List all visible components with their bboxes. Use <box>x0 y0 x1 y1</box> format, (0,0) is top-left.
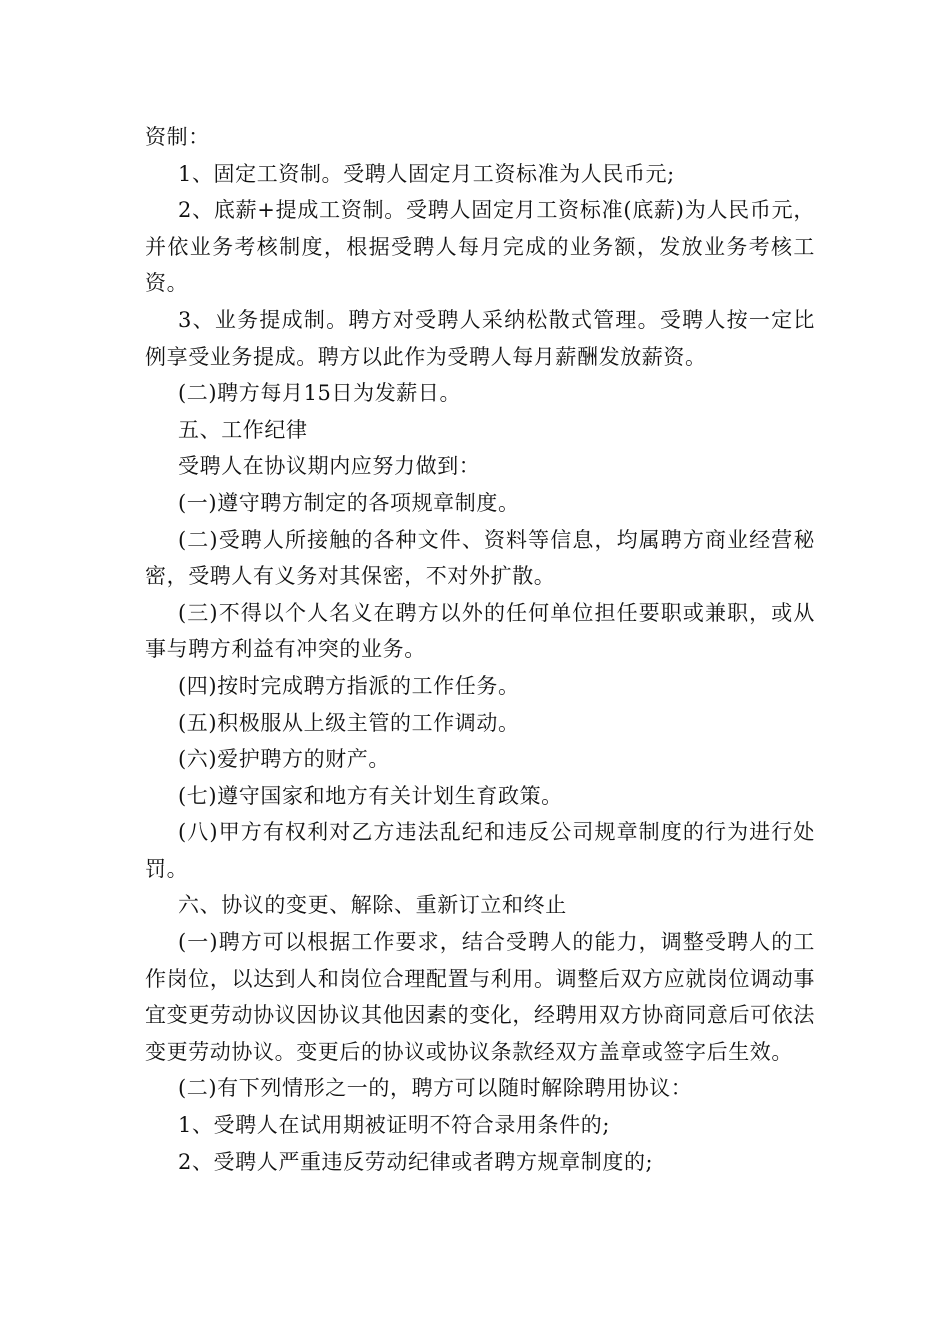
paragraph: 2、受聘人严重违反劳动纪律或者聘方规章制度的; <box>178 1149 654 1174</box>
document-body <box>145 119 815 1180</box>
paragraph: (一)聘方可以根据工作要求，结合受聘人的能力，调整受聘人的工作岗位，以达到人和岗位合理配置与利用。调整后双方应就岗位调动事宜变更劳动协议因协议其他因素的变化，经聘用双方协商同意后可依法变更劳动协议。变更后的协议或协议条款经双方盖章或签字后生效。 <box>145 930 815 1064</box>
paragraph: 1、受聘人在试用期被证明不符合录用条件的; <box>178 1113 611 1138</box>
paragraph: (一)遵守聘方制定的各项规章制度。 <box>178 490 520 515</box>
paragraph: (三)不得以个人名义在聘方以外的任何单位担任要职或兼职，或从事与聘方利益有冲突的业务。 <box>145 600 815 662</box>
paragraph: (二)聘方每月15日为发薪日。 <box>178 381 462 406</box>
paragraph: (七)遵守国家和地方有关计划生育政策。 <box>178 783 563 808</box>
paragraph: (八)甲方有权利对乙方违法乱纪和违反公司规章制度的行为进行处罚。 <box>145 820 815 881</box>
paragraph: 资制： <box>145 125 210 149</box>
section-heading: 五、工作纪律 <box>178 417 308 442</box>
paragraph: (五)积极服从上级主管的工作调动。 <box>178 710 520 735</box>
paragraph: 3、业务提成制。聘方对受聘人采纳松散式管理。受聘人按一定比例享受业务提成。聘方以此作为受聘人每月薪酬发放薪资。 <box>145 307 815 369</box>
paragraph: 1、固定工资制。受聘人固定月工资标准为人民币元; <box>178 161 675 186</box>
paragraph: (二)有下列情形之一的，聘方可以随时解除聘用协议： <box>178 1076 693 1101</box>
paragraph: (二)受聘人所接触的各种文件、资料等信息，均属聘方商业经营秘密，受聘人有义务对其保密，不对外扩散。 <box>145 527 815 589</box>
paragraph: 2、底薪+提成工资制。受聘人固定月工资标准(底薪)为人民币元，并依业务考核制度，根据受聘人每月完成的业务额，发放业务考核工资。 <box>145 198 815 296</box>
paragraph: 受聘人在协议期内应努力做到： <box>178 454 481 479</box>
paragraph: (四)按时完成聘方指派的工作任务。 <box>178 673 520 698</box>
section-heading: 六、协议的变更、解除、重新订立和终止 <box>178 893 567 918</box>
paragraph: (六)爱护聘方的财产。 <box>178 747 390 772</box>
